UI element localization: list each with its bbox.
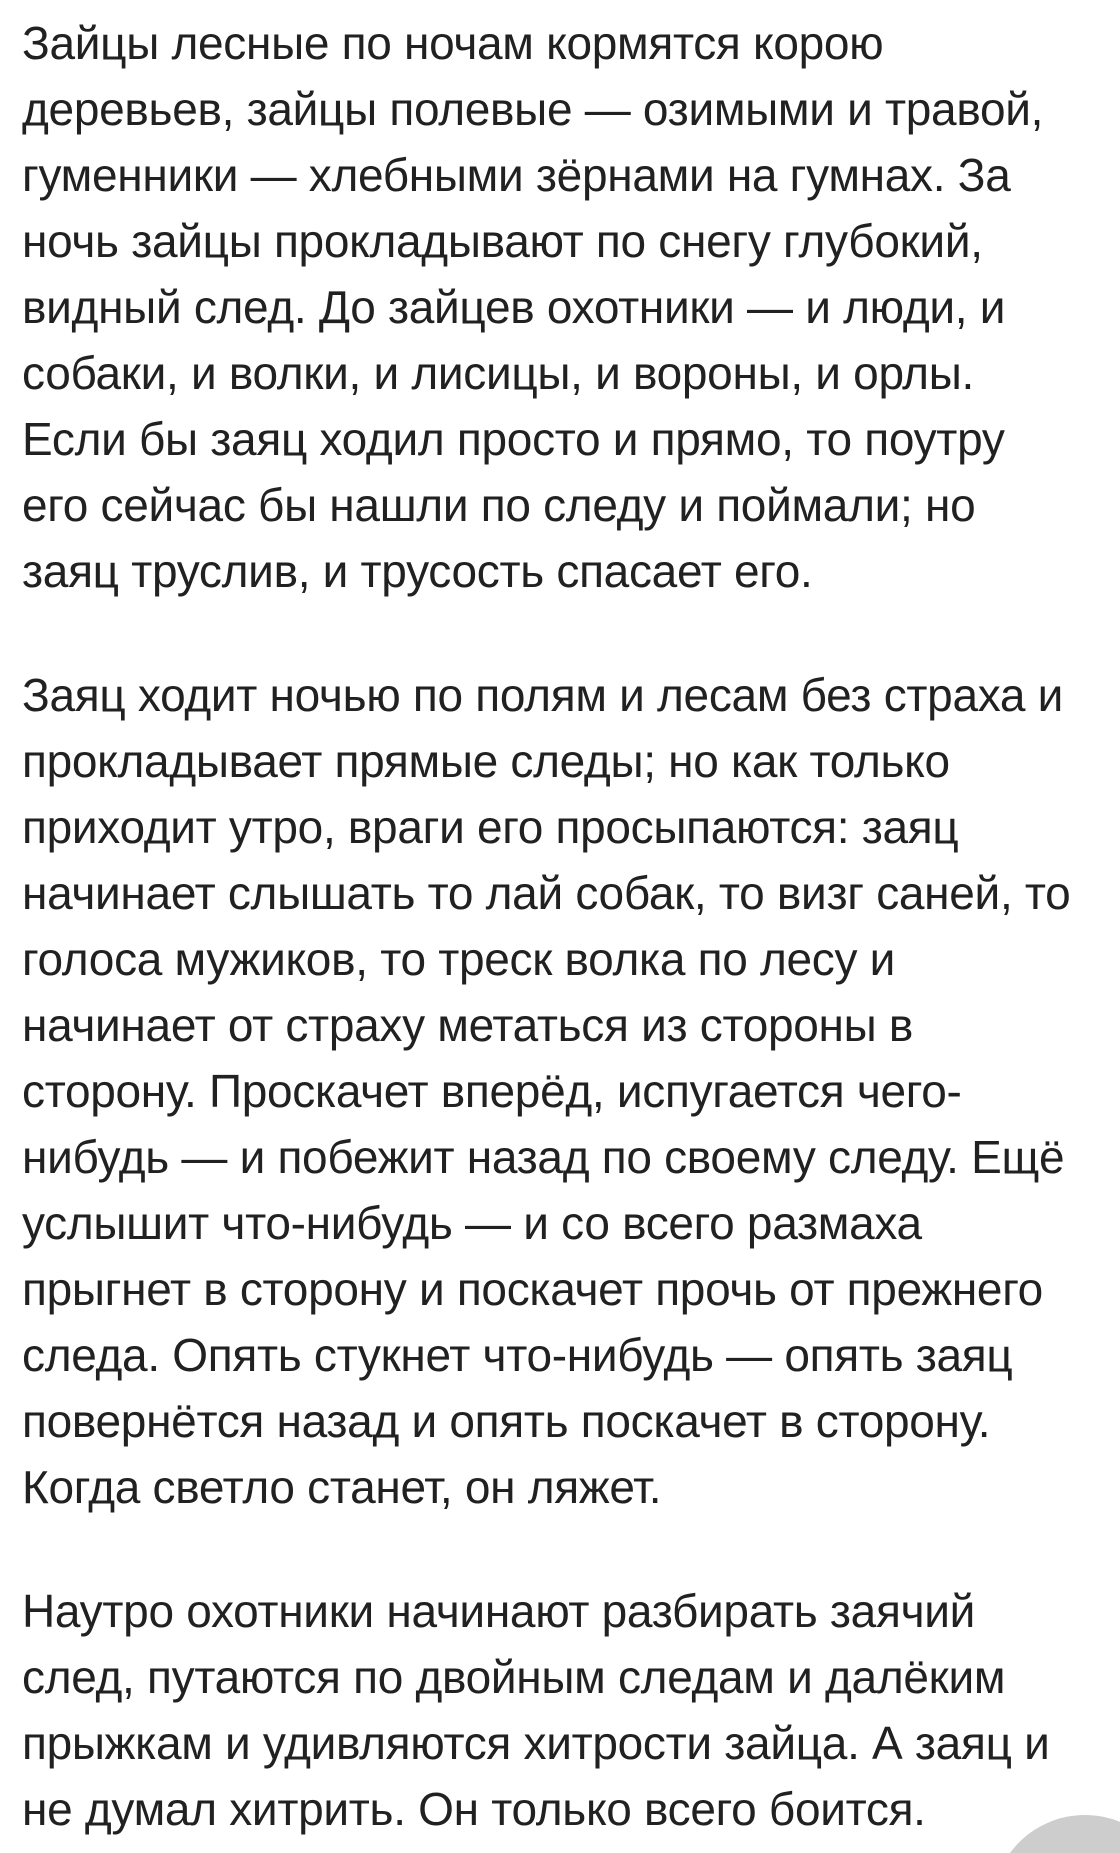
paragraph: [22, 662, 1120, 1520]
text-line: следа. Опять стукнет что-нибудь — опять заяц: [22, 1329, 1013, 1381]
reading-area: [22, 10, 1120, 1853]
text-line: ночь зайцы прокладывают по снегу глубокий,: [22, 215, 983, 267]
text-line: прыжкам и удивляются хитрости зайца. А заяц и: [22, 1717, 1050, 1769]
paragraph: [22, 10, 1120, 604]
text-line: след, путаются по двойным следам и далёким: [22, 1651, 1006, 1703]
text-line: собаки, и волки, и лисицы, и вороны, и орлы.: [22, 347, 974, 399]
text-line: голоса мужиков, то треск волка по лесу и: [22, 933, 896, 985]
text-line: сторону. Проскачет вперёд, испугается чего-: [22, 1065, 962, 1117]
text-line: деревьев, зайцы полевые — озимыми и травой,: [22, 83, 1044, 135]
text-line: прокладывает прямые следы; но как только: [22, 735, 950, 787]
text-line: не думал хитрить. Он только всего боится.: [22, 1783, 926, 1835]
text-line: нибудь — и побежит назад по своему следу. Ещё: [22, 1131, 1065, 1183]
text-line: начинает слышать то лай собак, то визг саней, то: [22, 867, 1071, 919]
text-line: Зайцы лесные по ночам кормятся корою: [22, 17, 884, 69]
text-line: Наутро охотники начинают разбирать заячий: [22, 1585, 976, 1637]
text-line: гуменники — хлебными зёрнами на гумнах. За: [22, 149, 1011, 201]
paragraph: [22, 1578, 1120, 1842]
text-line: его сейчас бы нашли по следу и поймали; но: [22, 479, 976, 531]
text-line: прыгнет в сторону и поскачет прочь от прежнего: [22, 1263, 1043, 1315]
text-line: приходит утро, враги его просыпаются: заяц: [22, 801, 959, 853]
text-line: Если бы заяц ходил просто и прямо, то поутру: [22, 413, 1005, 465]
text-line: начинает от страху метаться из стороны в: [22, 999, 914, 1051]
text-line: услышит что-нибудь — и со всего размаха: [22, 1197, 922, 1249]
text-line: заяц труслив, и трусость спасает его.: [22, 545, 813, 597]
text-line: Заяц ходит ночью по полям и лесам без страха и: [22, 669, 1064, 721]
text-line: повернётся назад и опять поскачет в сторону.: [22, 1395, 991, 1447]
text-line: Когда светло станет, он ляжет.: [22, 1461, 662, 1513]
text-line: видный след. До зайцев охотники — и люди, и: [22, 281, 1006, 333]
